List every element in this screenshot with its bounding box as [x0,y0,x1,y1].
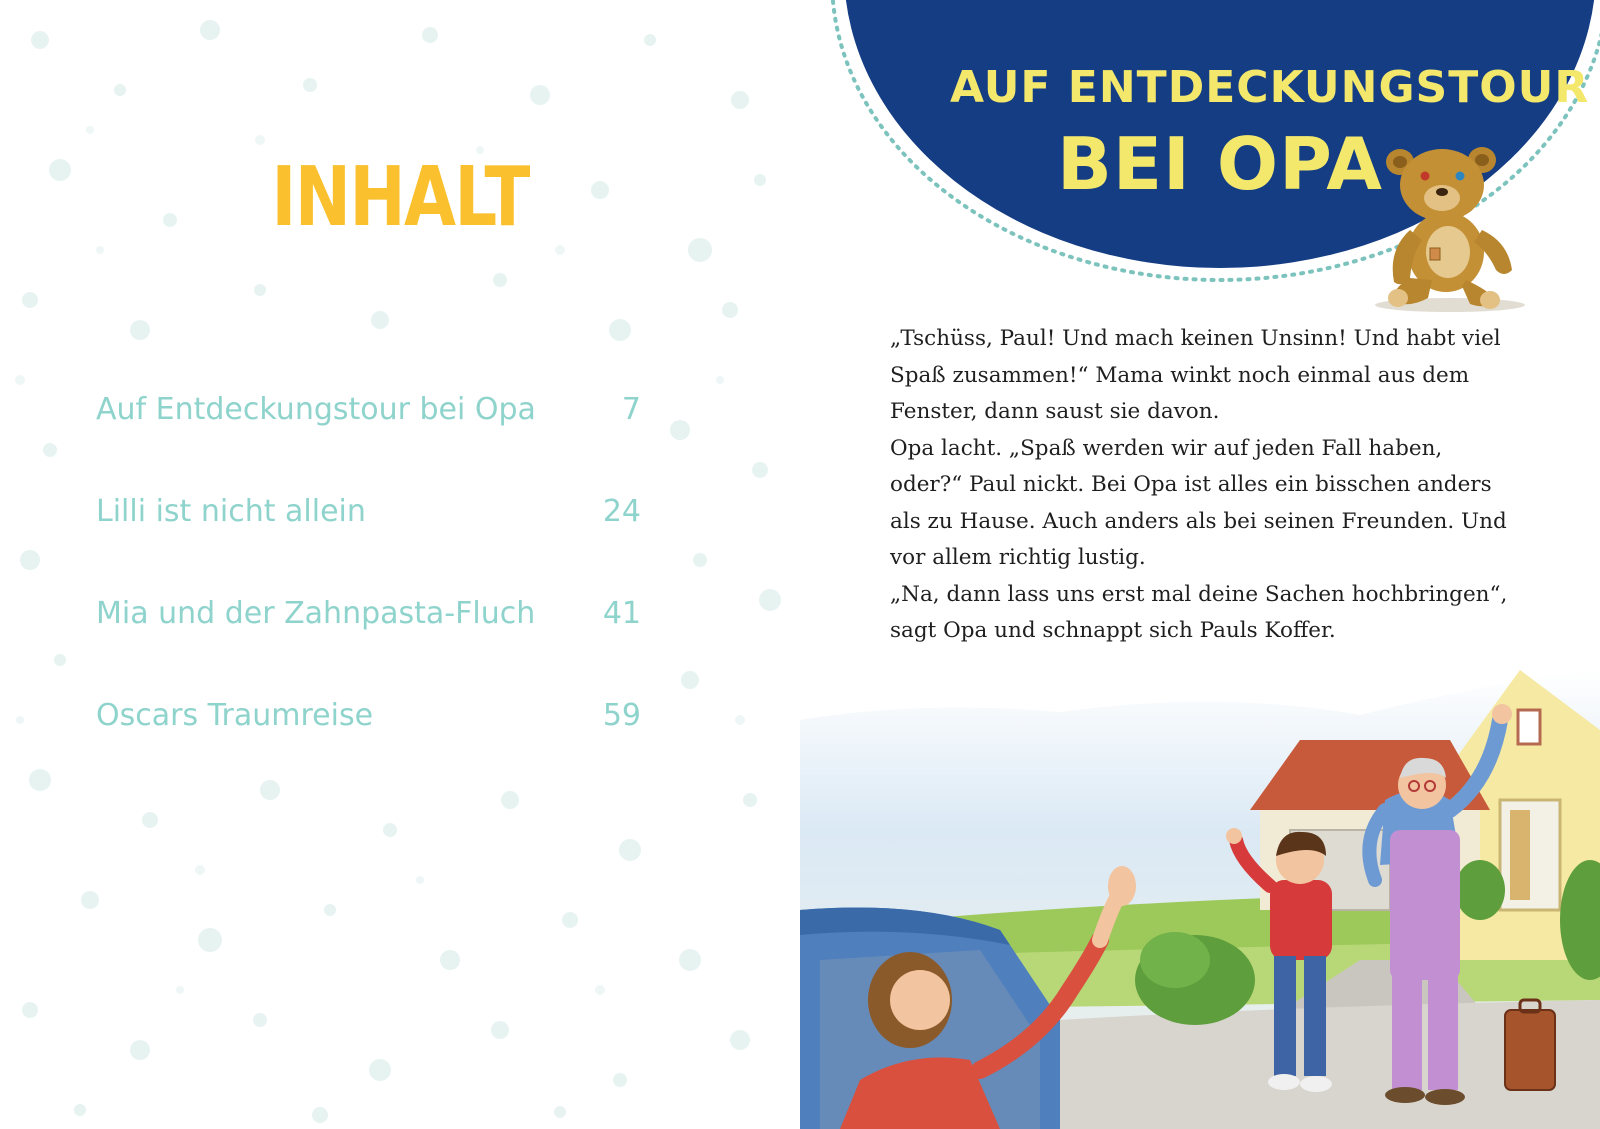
toc-title: INHALT [271,150,529,245]
toc-entry-page: 59 [602,698,641,733]
toc-entry-title: Oscars Traumreise [96,698,374,733]
story-paragraph: „Tschüss, Paul! Und mach keinen Unsinn! Und habt viel Spaß zusammen!“ Mama winkt noch einmal aus dem Fenster, dann saust sie davon. [890,326,1501,424]
toc-entry[interactable] [96,392,641,494]
story-title-line1: AUF ENTDECKUNGSTOUR [950,62,1590,113]
toc-entry[interactable] [96,698,641,800]
teddy-bear-icon [1370,140,1530,315]
story-text [890,321,1510,650]
toc-entry-page: 24 [602,494,641,529]
toc-entry-title: Auf Entdeckungstour bei Opa [96,392,536,427]
story-title-line2: BEI OPA [1056,122,1383,206]
right-page [800,0,1600,1129]
toc-entry-page: 41 [602,596,641,631]
story-paragraph: Opa lacht. „Spaß werden wir auf jeden Fall haben, oder?“ Paul nickt. Bei Opa ist alles ein bisschen anders als zu Hause. Auch anders als bei seinen Freunden. Und vor allem richtig lustig. [890,435,1507,570]
toc-entry-title: Lilli ist nicht allein [96,494,366,529]
toc-entry[interactable] [96,596,641,698]
family-farewell-illustration [800,660,1600,1129]
toc-entry-title: Mia und der Zahnpasta-Fluch [96,596,536,631]
toc-entry[interactable] [96,494,641,596]
toc-entry-page: 7 [621,392,641,427]
story-paragraph: „Na, dann lass uns erst mal deine Sachen hochbringen“, sagt Opa und schnappt sich Pauls Koffer. [890,581,1508,643]
toc-list [96,392,641,800]
